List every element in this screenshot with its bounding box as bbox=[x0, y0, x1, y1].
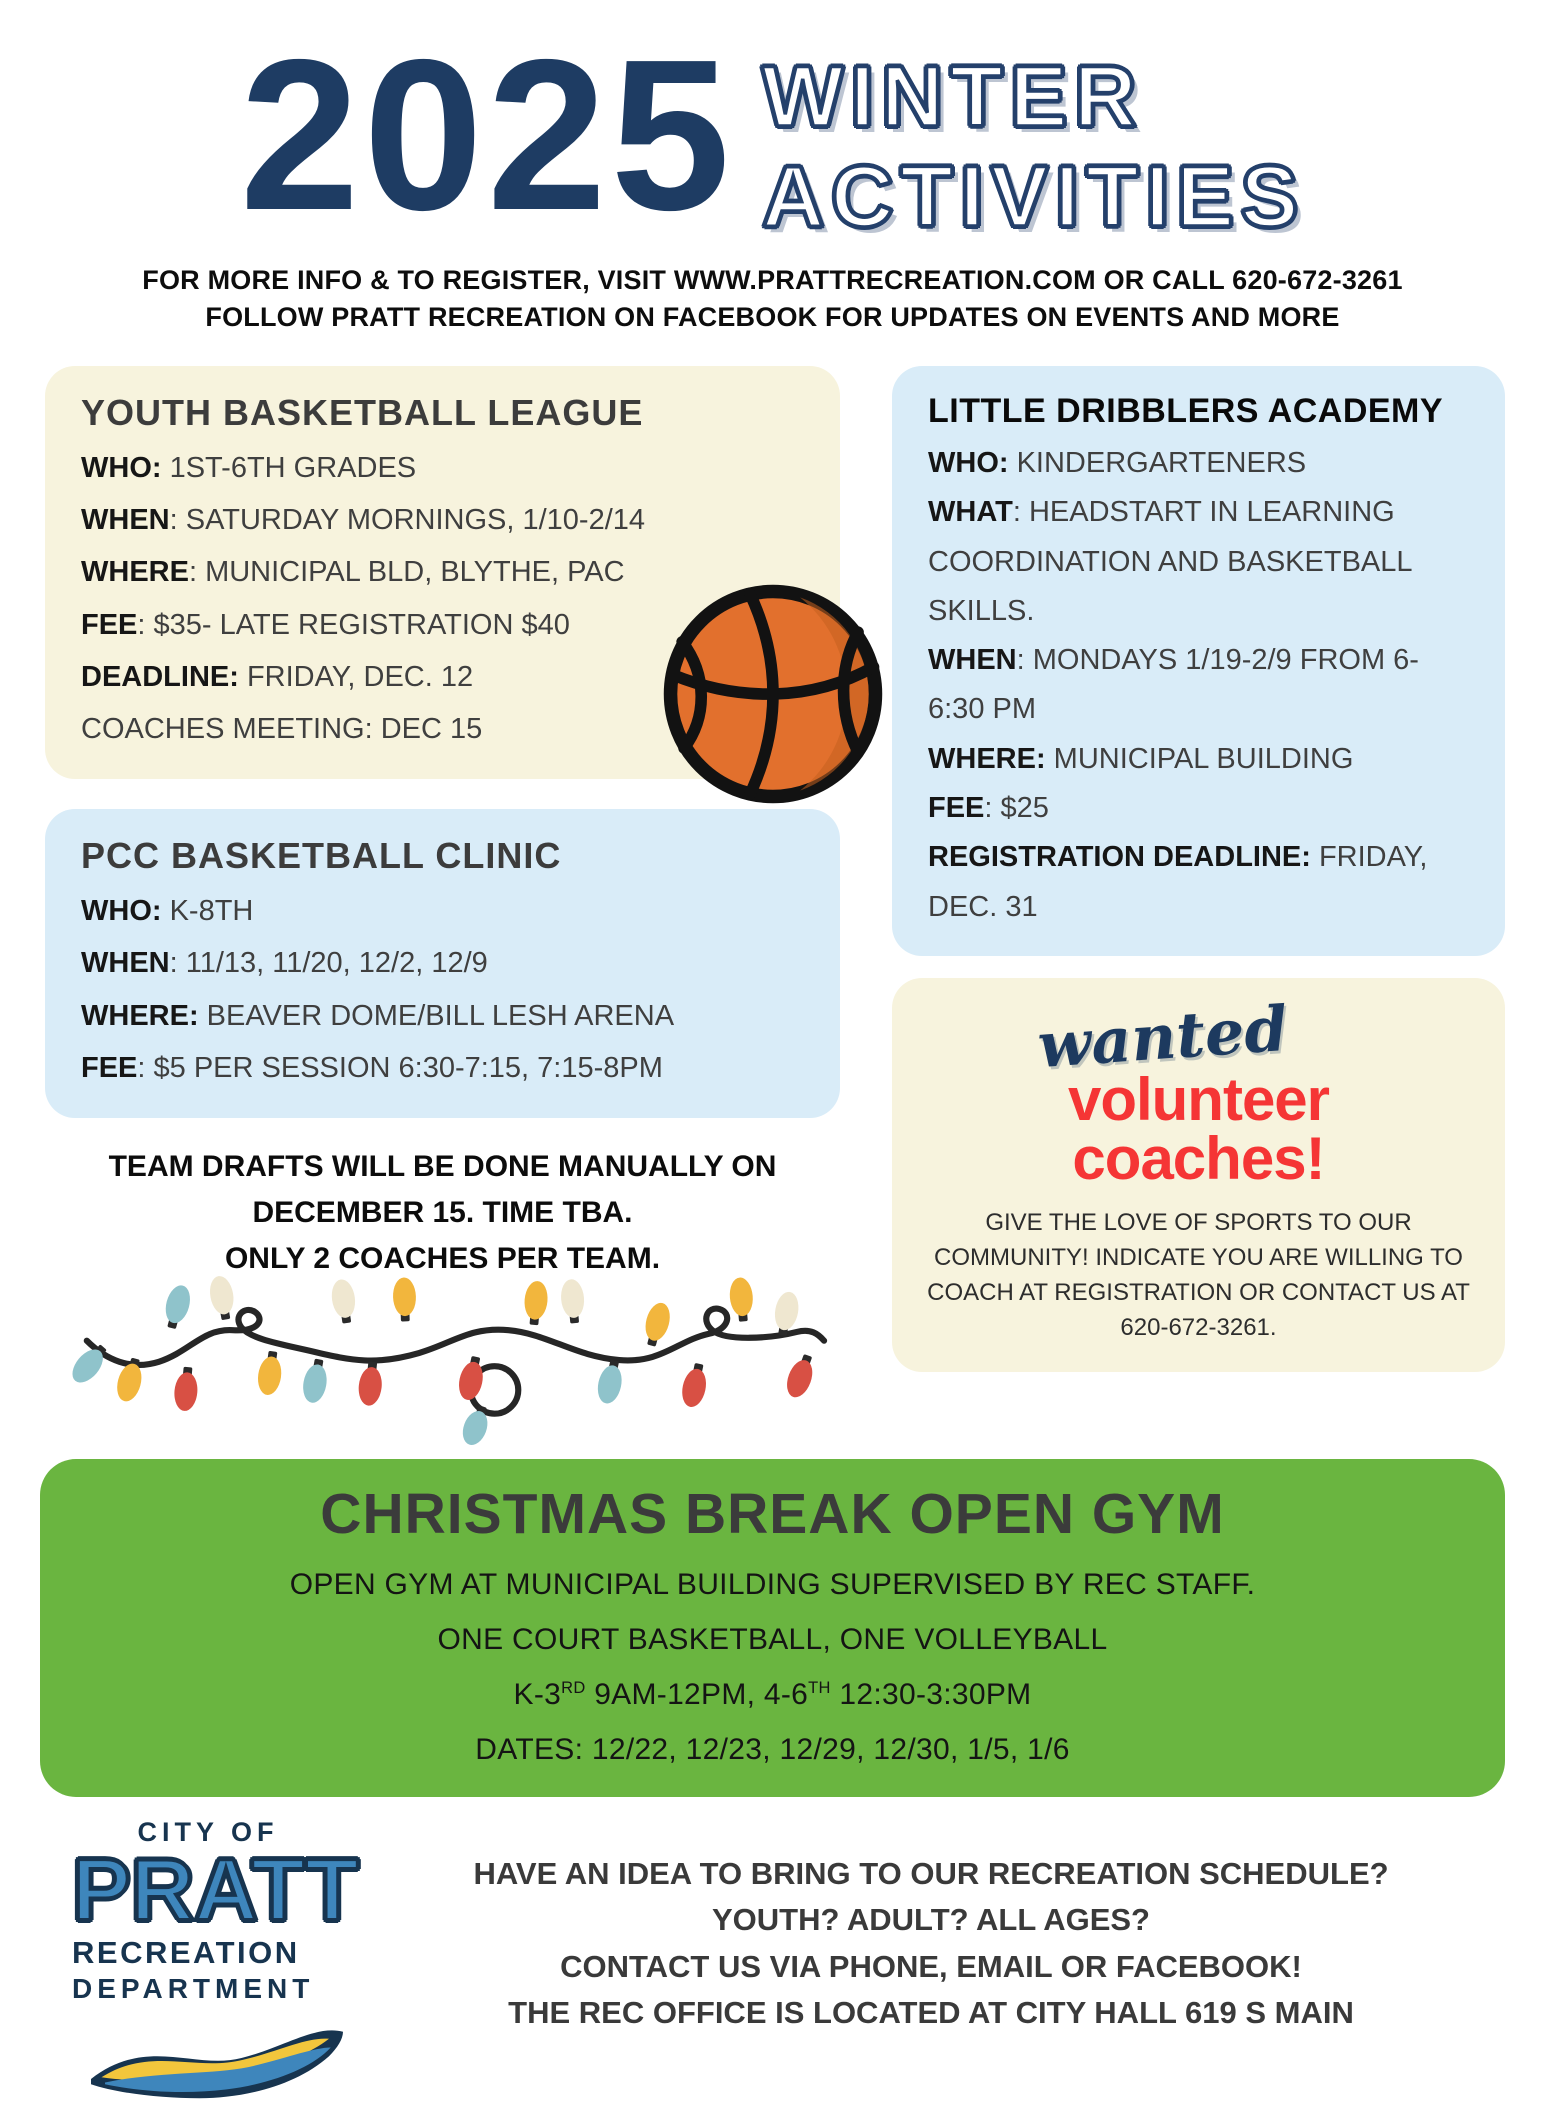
title-line-winter: WINTER bbox=[762, 49, 1144, 145]
detail-line: FEE: $35- LATE REGISTRATION $40 bbox=[81, 608, 570, 641]
little-dribblers-card bbox=[892, 366, 1505, 956]
detail-line: COACHES MEETING: DEC 15 bbox=[81, 712, 483, 745]
info-line-register: FOR MORE INFO & TO REGISTER, VISIT WWW.PRATTRECREATION.COM OR CALL 620-672-3261 bbox=[142, 264, 1403, 295]
open-gym-dates: DATES: 12/22, 12/23, 12/29, 12/30, 1/5, 1/6 bbox=[475, 1732, 1070, 1766]
team-drafts-note: TEAM DRAFTS WILL BE DONE MANUALLY ON DECEMBER 15. TIME TBA. ONLY 2 COACHES PER TEAM. bbox=[108, 1149, 777, 1275]
pratt-recreation-logo bbox=[72, 1817, 372, 2114]
right-column bbox=[892, 366, 1505, 1372]
open-gym-times: K-3RD 9AM-12PM, 4-6TH 12:30-3:30PM bbox=[513, 1677, 1032, 1711]
header bbox=[0, 0, 1545, 255]
detail-line: REGISTRATION DEADLINE: FRIDAY, DEC. 31 bbox=[928, 841, 1428, 923]
volunteer-coaches-card bbox=[892, 978, 1505, 1372]
christmas-lights-icon bbox=[30, 1288, 880, 1433]
detail-line: WHEN: 11/13, 11/20, 12/2, 12/9 bbox=[81, 947, 488, 980]
footer bbox=[0, 1797, 1545, 2114]
info-lines bbox=[0, 262, 1545, 337]
detail-line: WHERE: MUNICIPAL BUILDING bbox=[928, 742, 1354, 775]
open-gym-title: CHRISTMAS BREAK OPEN GYM bbox=[320, 1481, 1225, 1546]
logo-recreation: RECREATION bbox=[72, 1935, 300, 1971]
wanted-script-text: wanted bbox=[1035, 991, 1290, 1083]
open-gym-line: OPEN GYM AT MUNICIPAL BUILDING SUPERVISED BY REC STAFF. bbox=[289, 1567, 1256, 1601]
left-column bbox=[45, 366, 840, 1433]
volunteer-body-text: GIVE THE LOVE OF SPORTS TO OUR COMMUNITY! INDICATE YOU ARE WILLING TO COACH AT REGISTRATION OR CONTACT US AT 620-672-3261. bbox=[927, 1208, 1470, 1342]
detail-line: WHAT: HEADSTART IN LEARNING COORDINATION AND BASKETBALL SKILLS. bbox=[928, 496, 1412, 627]
detail-line: WHO: K-8TH bbox=[81, 895, 254, 928]
open-gym-banner bbox=[40, 1459, 1505, 1797]
footer-message: HAVE AN IDEA TO BRING TO OUR RECREATION SCHEDULE? YOUTH? ADULT? ALL AGES? CONTACT US VIA PHONE, EMAIL OR FACEBOOK! THE REC OFFICE IS LOCATED AT CITY HALL 619 S MAIN bbox=[473, 1855, 1389, 2031]
detail-line: WHERE: BEAVER DOME/BILL LESH ARENA bbox=[81, 999, 675, 1032]
content-columns bbox=[0, 366, 1545, 1433]
card-title: PCC BASKETBALL CLINIC bbox=[81, 835, 562, 877]
volunteer-headline: volunteer coaches! bbox=[1067, 1065, 1330, 1192]
info-line-facebook: FOLLOW PRATT RECREATION ON FACEBOOK FOR UPDATES ON EVENTS AND MORE bbox=[205, 301, 1340, 332]
year-heading: 2025 bbox=[239, 14, 735, 255]
detail-line: WHEN: SATURDAY MORNINGS, 1/10-2/14 bbox=[81, 504, 646, 537]
logo-department: DEPARTMENT bbox=[72, 1973, 315, 2005]
open-gym-line: ONE COURT BASKETBALL, ONE VOLLEYBALL bbox=[437, 1622, 1108, 1656]
title-heading bbox=[762, 38, 1305, 248]
basketball-icon bbox=[657, 578, 889, 810]
logo-pratt: PRATT bbox=[72, 1839, 359, 1939]
detail-line: WHO: KINDERGARTENERS bbox=[928, 447, 1307, 479]
detail-line: WHERE: MUNICIPAL BLD, BLYTHE, PAC bbox=[81, 556, 625, 589]
title-line-activities: ACTIVITIES bbox=[762, 148, 1306, 245]
detail-line: FEE: $25 bbox=[928, 792, 1049, 825]
detail-line: FEE: $5 PER SESSION 6:30-7:15, 7:15-8PM bbox=[81, 1051, 663, 1084]
logo-city-of: CITY OF bbox=[137, 1816, 279, 1847]
pcc-clinic-card bbox=[45, 809, 840, 1118]
card-title: YOUTH BASKETBALL LEAGUE bbox=[81, 392, 644, 433]
detail-line: WHEN: MONDAYS 1/19-2/9 FROM 6-6:30 PM bbox=[928, 644, 1419, 726]
card-title: LITTLE DRIBBLERS ACADEMY bbox=[928, 392, 1444, 430]
detail-line: WHO: 1ST-6TH GRADES bbox=[81, 452, 417, 484]
light-bulbs bbox=[66, 1274, 818, 1448]
detail-line: DEADLINE: FRIDAY, DEC. 12 bbox=[81, 660, 474, 693]
wave-swoosh-icon bbox=[72, 2009, 362, 2114]
